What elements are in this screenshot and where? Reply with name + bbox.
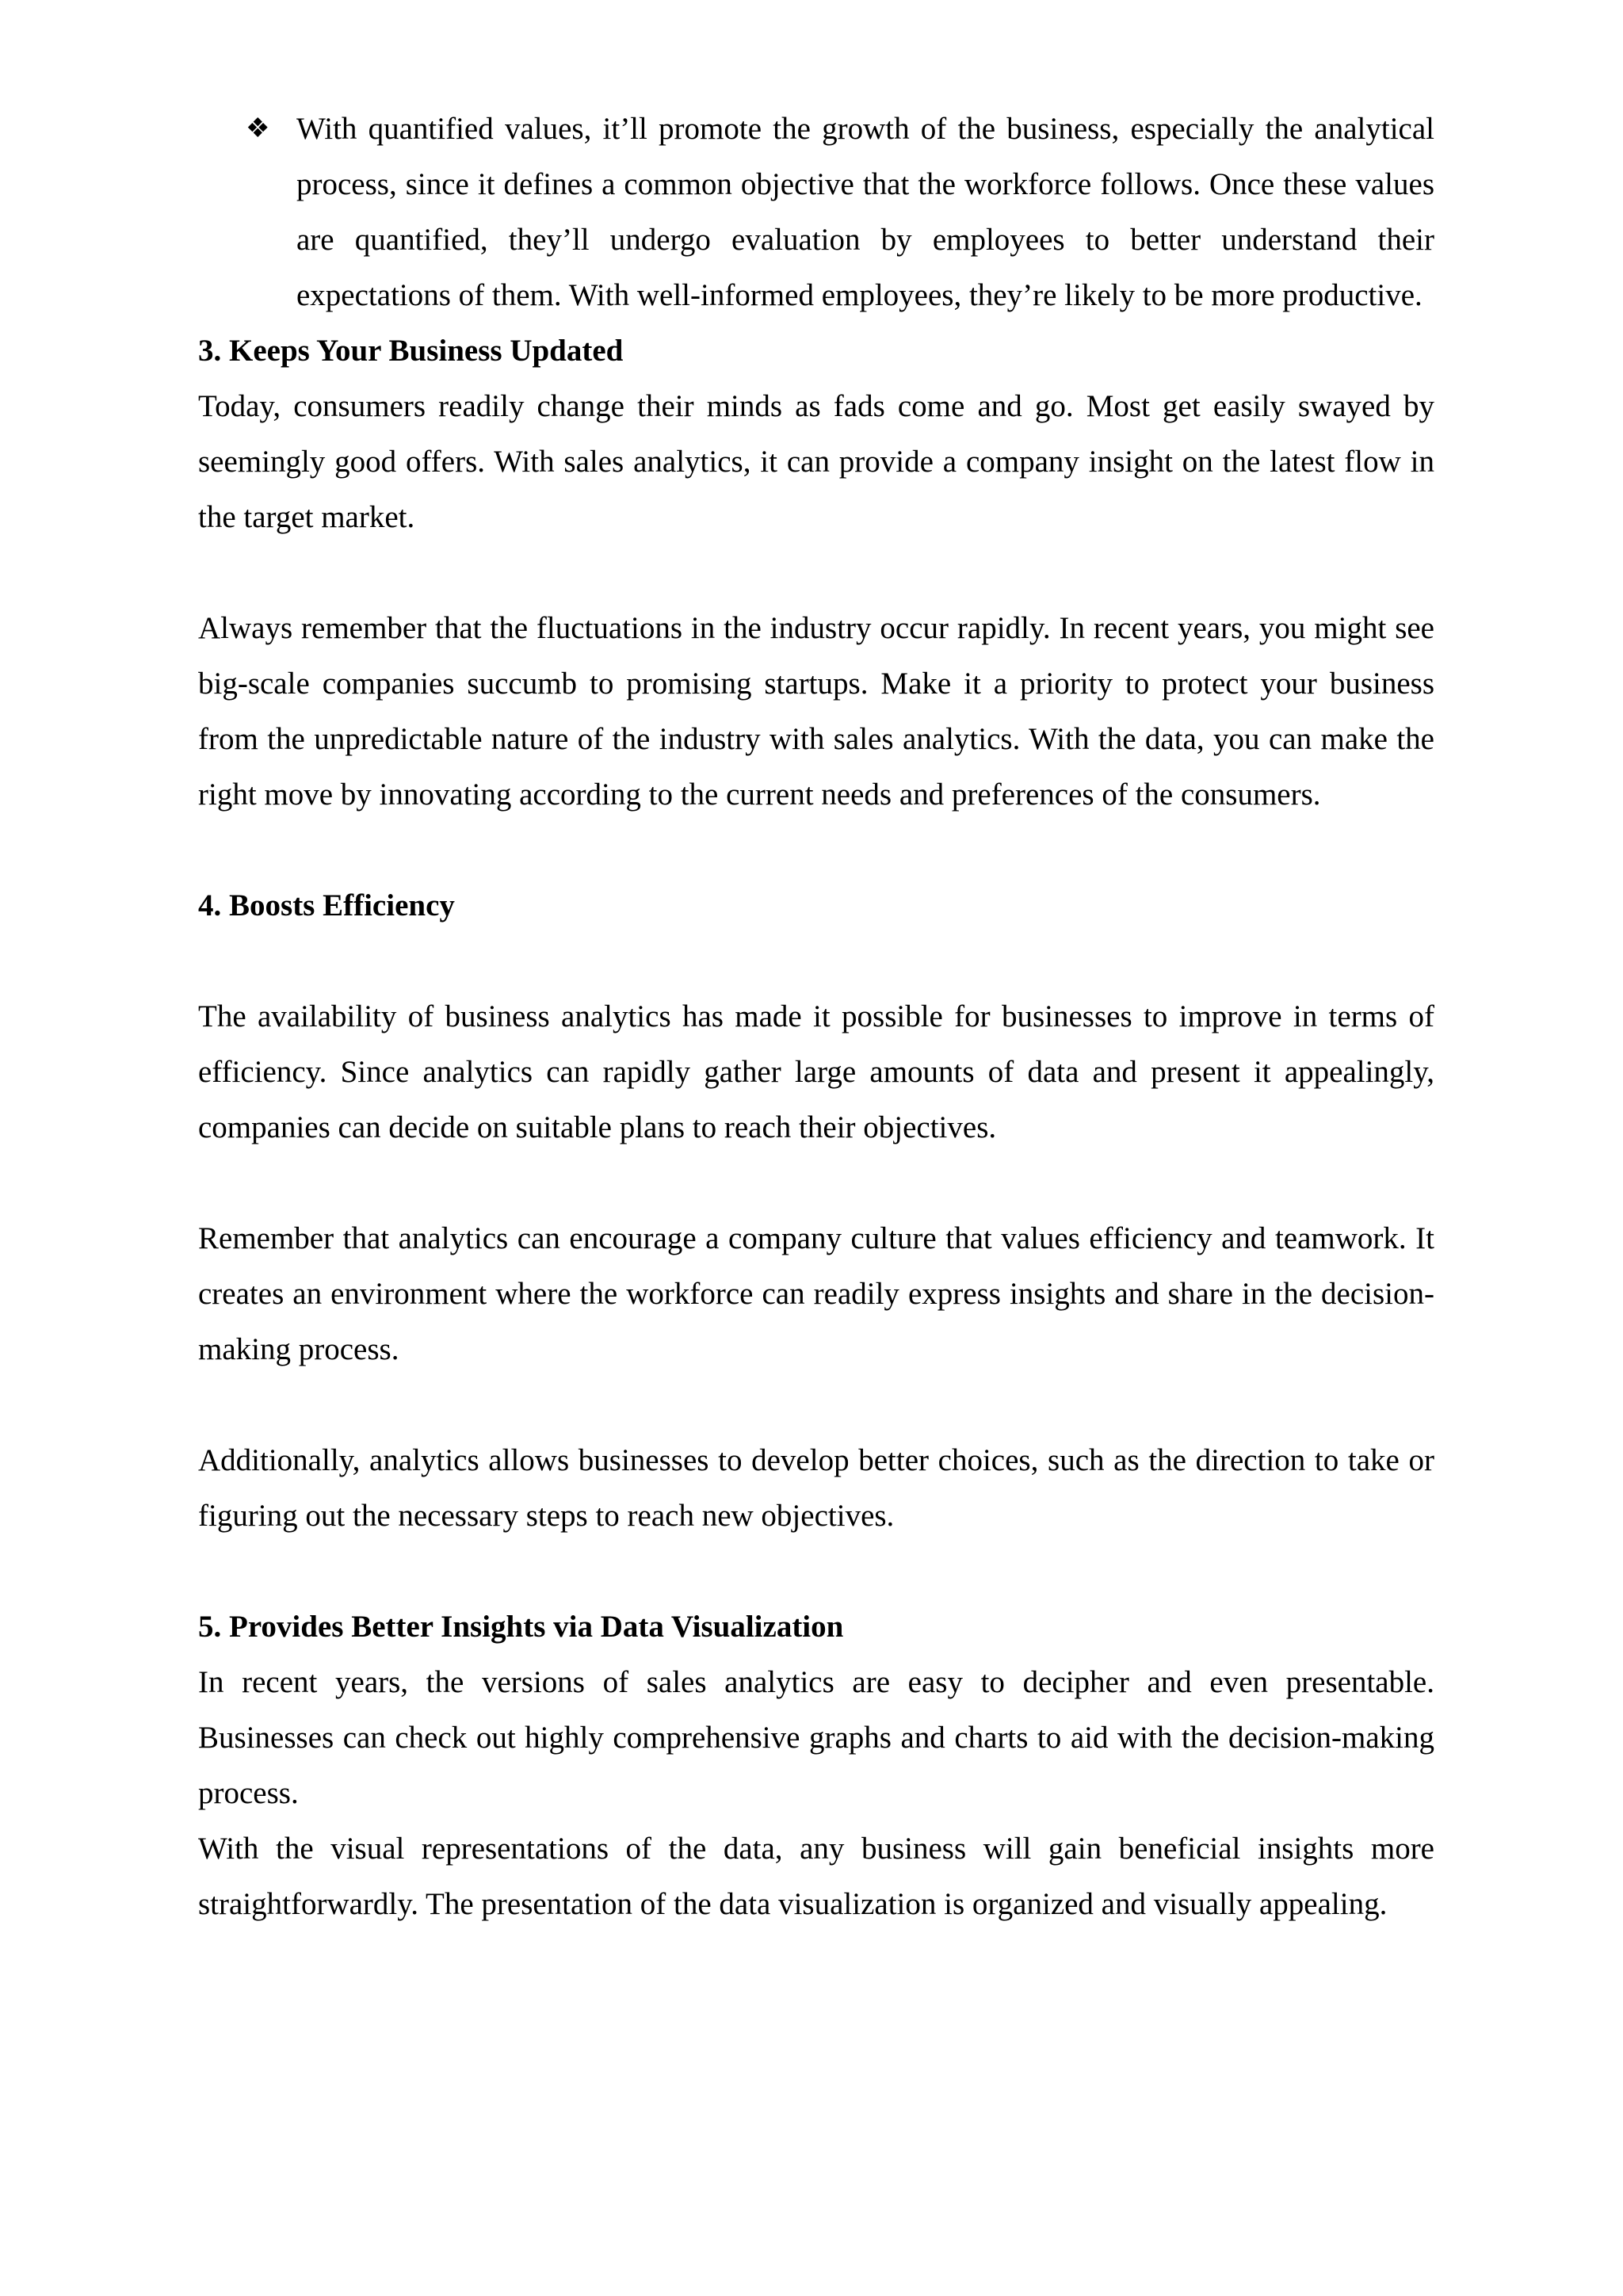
paragraph-gap [198, 545, 1434, 601]
section-5-heading: 5. Provides Better Insights via Data Visualization [198, 1610, 844, 1644]
section-5-paragraph-2: With the visual representations of the data, any business will gain beneficial insights more straightforwardly. The presentation of the data visualization is organized and visually appealing. [198, 1832, 1434, 1921]
section-4-paragraph-1: The availability of business analytics has made it possible for businesses to improve in terms of efficiency. Since analytics can rapidly gather large amounts of data and present it appealingly, companies can decide on suitable plans to reach their objectives. [198, 999, 1434, 1144]
paragraph-gap [198, 823, 1434, 878]
section-4-paragraph-2: Remember that analytics can encourage a company culture that values efficiency and teamwork. It creates an environment where the workforce can readily express insights and share in the decision-making process. [198, 1221, 1434, 1366]
diamond-bullet-icon: ❖ [246, 114, 270, 143]
section-5-paragraph-1: In recent years, the versions of sales analytics are easy to decipher and even presentable. Businesses can check out highly comprehensive graphs and charts to aid with the decision-making process. [198, 1665, 1434, 1810]
document-page [198, 101, 1434, 1932]
section-3-heading: 3. Keeps Your Business Updated [198, 334, 624, 368]
paragraph-gap [198, 1544, 1434, 1599]
bullet-item [198, 101, 1434, 323]
paragraph-gap [198, 934, 1434, 989]
section-4-paragraph-3: Additionally, analytics allows businesses to develop better choices, such as the direction to take or figuring out the necessary steps to reach new objectives. [198, 1443, 1434, 1533]
section-3-paragraph-1: Today, consumers readily change their minds as fads come and go. Most get easily swayed by seemingly good offers. With sales analytics, it can provide a company insight on the latest flow in the target market. [198, 389, 1434, 534]
paragraph-gap [198, 1377, 1434, 1433]
section-3-paragraph-2: Always remember that the fluctuations in the industry occur rapidly. In recent years, you might see big-scale companies succumb to promising startups. Make it a priority to protect your business from the unpredictable nature of the industry with sales analytics. With the data, you can make the right move by innovating according to the current needs and preferences of the consumers. [198, 611, 1434, 812]
section-4-heading: 4. Boosts Efficiency [198, 888, 455, 923]
bullet-text: With quantified values, it’ll promote the growth of the business, especially the analytical process, since it defines a common objective that the workforce follows. Once these values are quantified, they’ll undergo evaluation by employees to better understand their expectations of them. With well-informed employees, they’re likely to be more productive. [296, 112, 1434, 312]
paragraph-gap [198, 1156, 1434, 1211]
